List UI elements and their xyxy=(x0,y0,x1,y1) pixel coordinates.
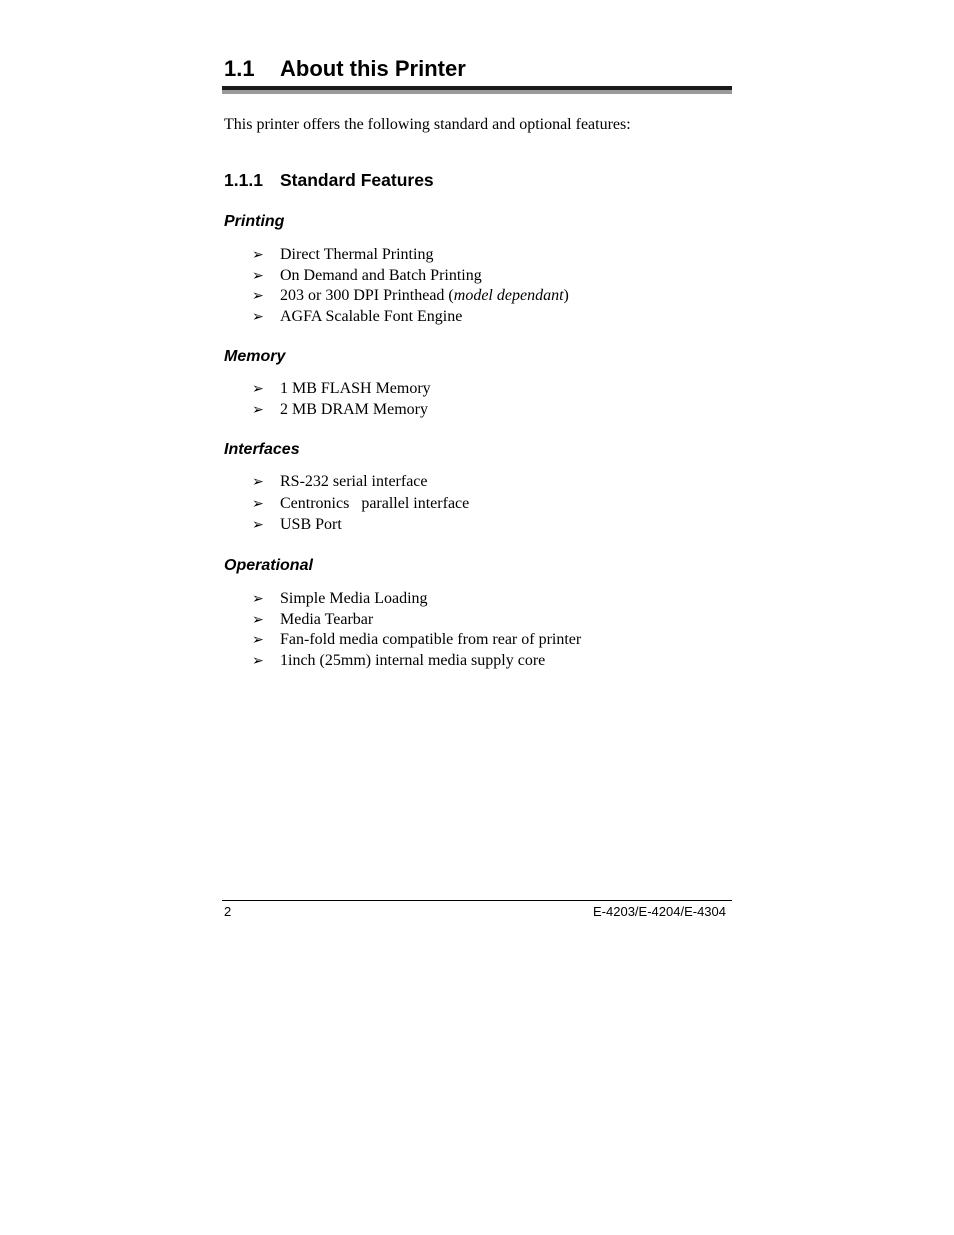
list-item: ➢ AGFA Scalable Font Engine xyxy=(252,307,463,325)
arrow-bullet-icon: ➢ xyxy=(252,401,264,418)
arrow-bullet-icon: ➢ xyxy=(252,267,264,284)
section-title: About this Printer xyxy=(280,56,466,81)
page-number: 2 xyxy=(224,904,232,919)
list-item: ➢ 203 or 300 DPI Printhead ( model dependant ) xyxy=(252,287,569,305)
arrow-bullet-icon: ➢ xyxy=(252,381,264,398)
subsection-number: 1.1.1 xyxy=(224,170,263,190)
list-item: ➢ Centronics parallel interface xyxy=(252,494,470,512)
list-item: ➢ Simple Media Loading xyxy=(252,590,428,608)
section-number: 1.1 xyxy=(224,56,255,81)
list-item: ➢ 1 MB FLASH Memory xyxy=(252,380,431,398)
interfaces-heading: Interfaces xyxy=(224,441,300,458)
section-heading xyxy=(224,55,466,83)
memory-heading: Memory xyxy=(224,348,286,365)
arrow-bullet-icon: ➢ xyxy=(252,247,264,264)
arrow-bullet-icon: ➢ xyxy=(252,474,264,491)
list-item: ➢ Fan-fold media compatible from rear of printer xyxy=(252,631,582,649)
arrow-bullet-icon: ➢ xyxy=(252,288,264,305)
subsection-title: Standard Features xyxy=(280,170,434,190)
heading-rule xyxy=(222,86,732,94)
printing-list xyxy=(252,245,569,327)
subsection-heading xyxy=(224,169,434,191)
list-item: ➢ Direct Thermal Printing xyxy=(252,246,434,264)
arrow-bullet-icon: ➢ xyxy=(252,516,264,533)
list-item: ➢ 1inch (25mm) internal media supply core xyxy=(252,651,546,669)
arrow-bullet-icon: ➢ xyxy=(252,308,264,325)
list-item-emphasis: model dependant xyxy=(453,287,564,305)
list-item: ➢ On Demand and Batch Printing xyxy=(252,266,482,284)
arrow-bullet-icon: ➢ xyxy=(252,611,264,628)
list-item: ➢ USB Port xyxy=(252,515,342,533)
interfaces-list xyxy=(252,472,469,535)
arrow-bullet-icon: ➢ xyxy=(252,632,264,649)
memory-list xyxy=(252,379,431,420)
arrow-bullet-icon: ➢ xyxy=(252,591,264,608)
operational-list xyxy=(252,589,581,671)
model-number: E-4203/E-4204/E-4304 xyxy=(593,904,726,919)
arrow-bullet-icon: ➢ xyxy=(252,652,264,669)
footer-rule xyxy=(222,900,732,901)
printing-heading: Printing xyxy=(224,213,285,230)
list-item: ➢ 2 MB DRAM Memory xyxy=(252,400,429,418)
intro-paragraph: This printer offers the following standard and optional features: xyxy=(224,116,631,133)
list-item: ➢ RS-232 serial interface xyxy=(252,473,428,491)
list-item: ➢ Media Tearbar xyxy=(252,610,374,628)
operational-heading: Operational xyxy=(224,557,313,574)
arrow-bullet-icon: ➢ xyxy=(252,495,264,512)
